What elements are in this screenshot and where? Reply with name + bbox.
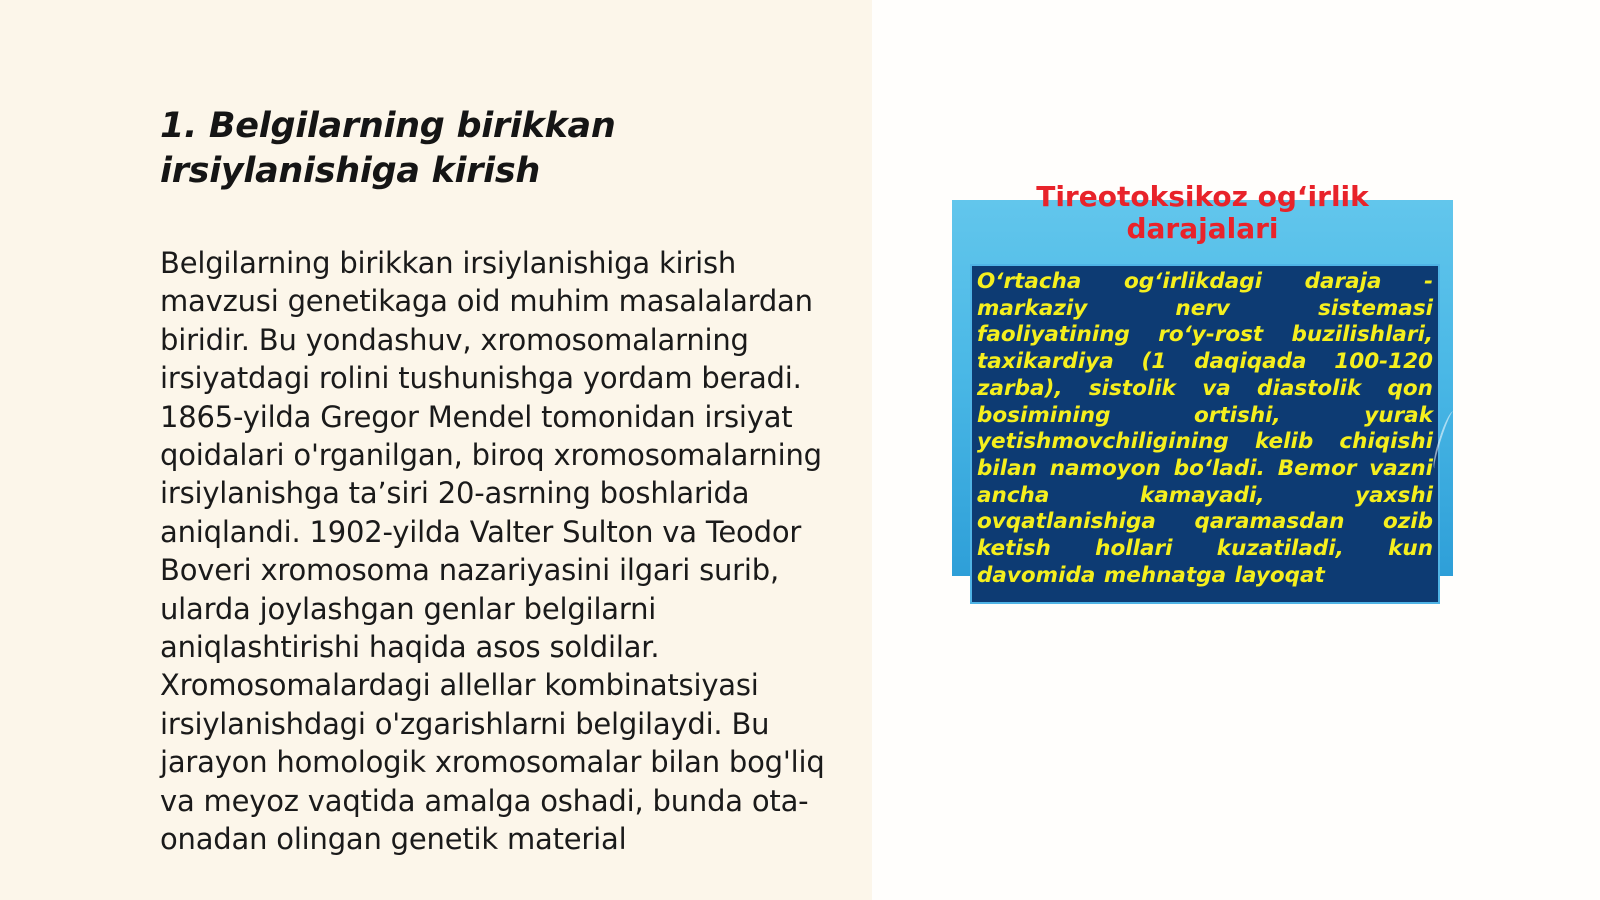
slide-body-text: Belgilarning birikkan irsiylanishiga kirish mavzusi genetikaga oid muhim masalalardan biridir. Bu yondashuv, xromosomalarning irsiyatdagi rolini tushunishga yordam beradi. 1865-yilda Gregor Mendel tomonidan irsiyat qoidalari o'rganilgan, biroq xromosomalarning irsiylanishga ta’siri 20-asrning boshlarida aniqlandi. 1902-yilda Valter Sulton va Teodor Boveri xromosoma nazariyasini ilgari surib, ularda joylashgan genlar belgilarni aniqlashtirishi haqida asos soldilar. Xromosomalardagi allellar kombinatsiyasi irsiylanishdagi o'zgarishlarni belgilaydi. Bu jarayon homologik xromosomalar bilan bog'liq va meyoz vaqtida amalga oshadi, bunda ota-onadan olingan genetik material — [160, 246, 825, 857]
image-text: O‘rtacha og‘irlikdagi daraja - markaziy nerv sistemasi faoliyatining ro‘y-rost buzilishlari, taxikardiya (1 daqiqada 100-120 zarba), sistolik va diastolik qon bosimining ortishi, yurak yetishmovchiligining kelib chiqishi bilan namoyon bo‘ladi. Bemor vazni ancha kamayadi, yaxshi ovqatlanishiga qaramasdan ozib ketish hollari kuzatiladi, kun davomida mehnatga layoqat — [977, 269, 1433, 588]
slide-title: 1. Belgilarning birikkan irsiylanishiga kirish — [160, 106, 616, 191]
image-title: Tireotoksikoz og‘irlik darajalari — [1036, 180, 1369, 245]
embedded-slide-image — [952, 180, 1453, 588]
image-text-box — [970, 264, 1440, 604]
